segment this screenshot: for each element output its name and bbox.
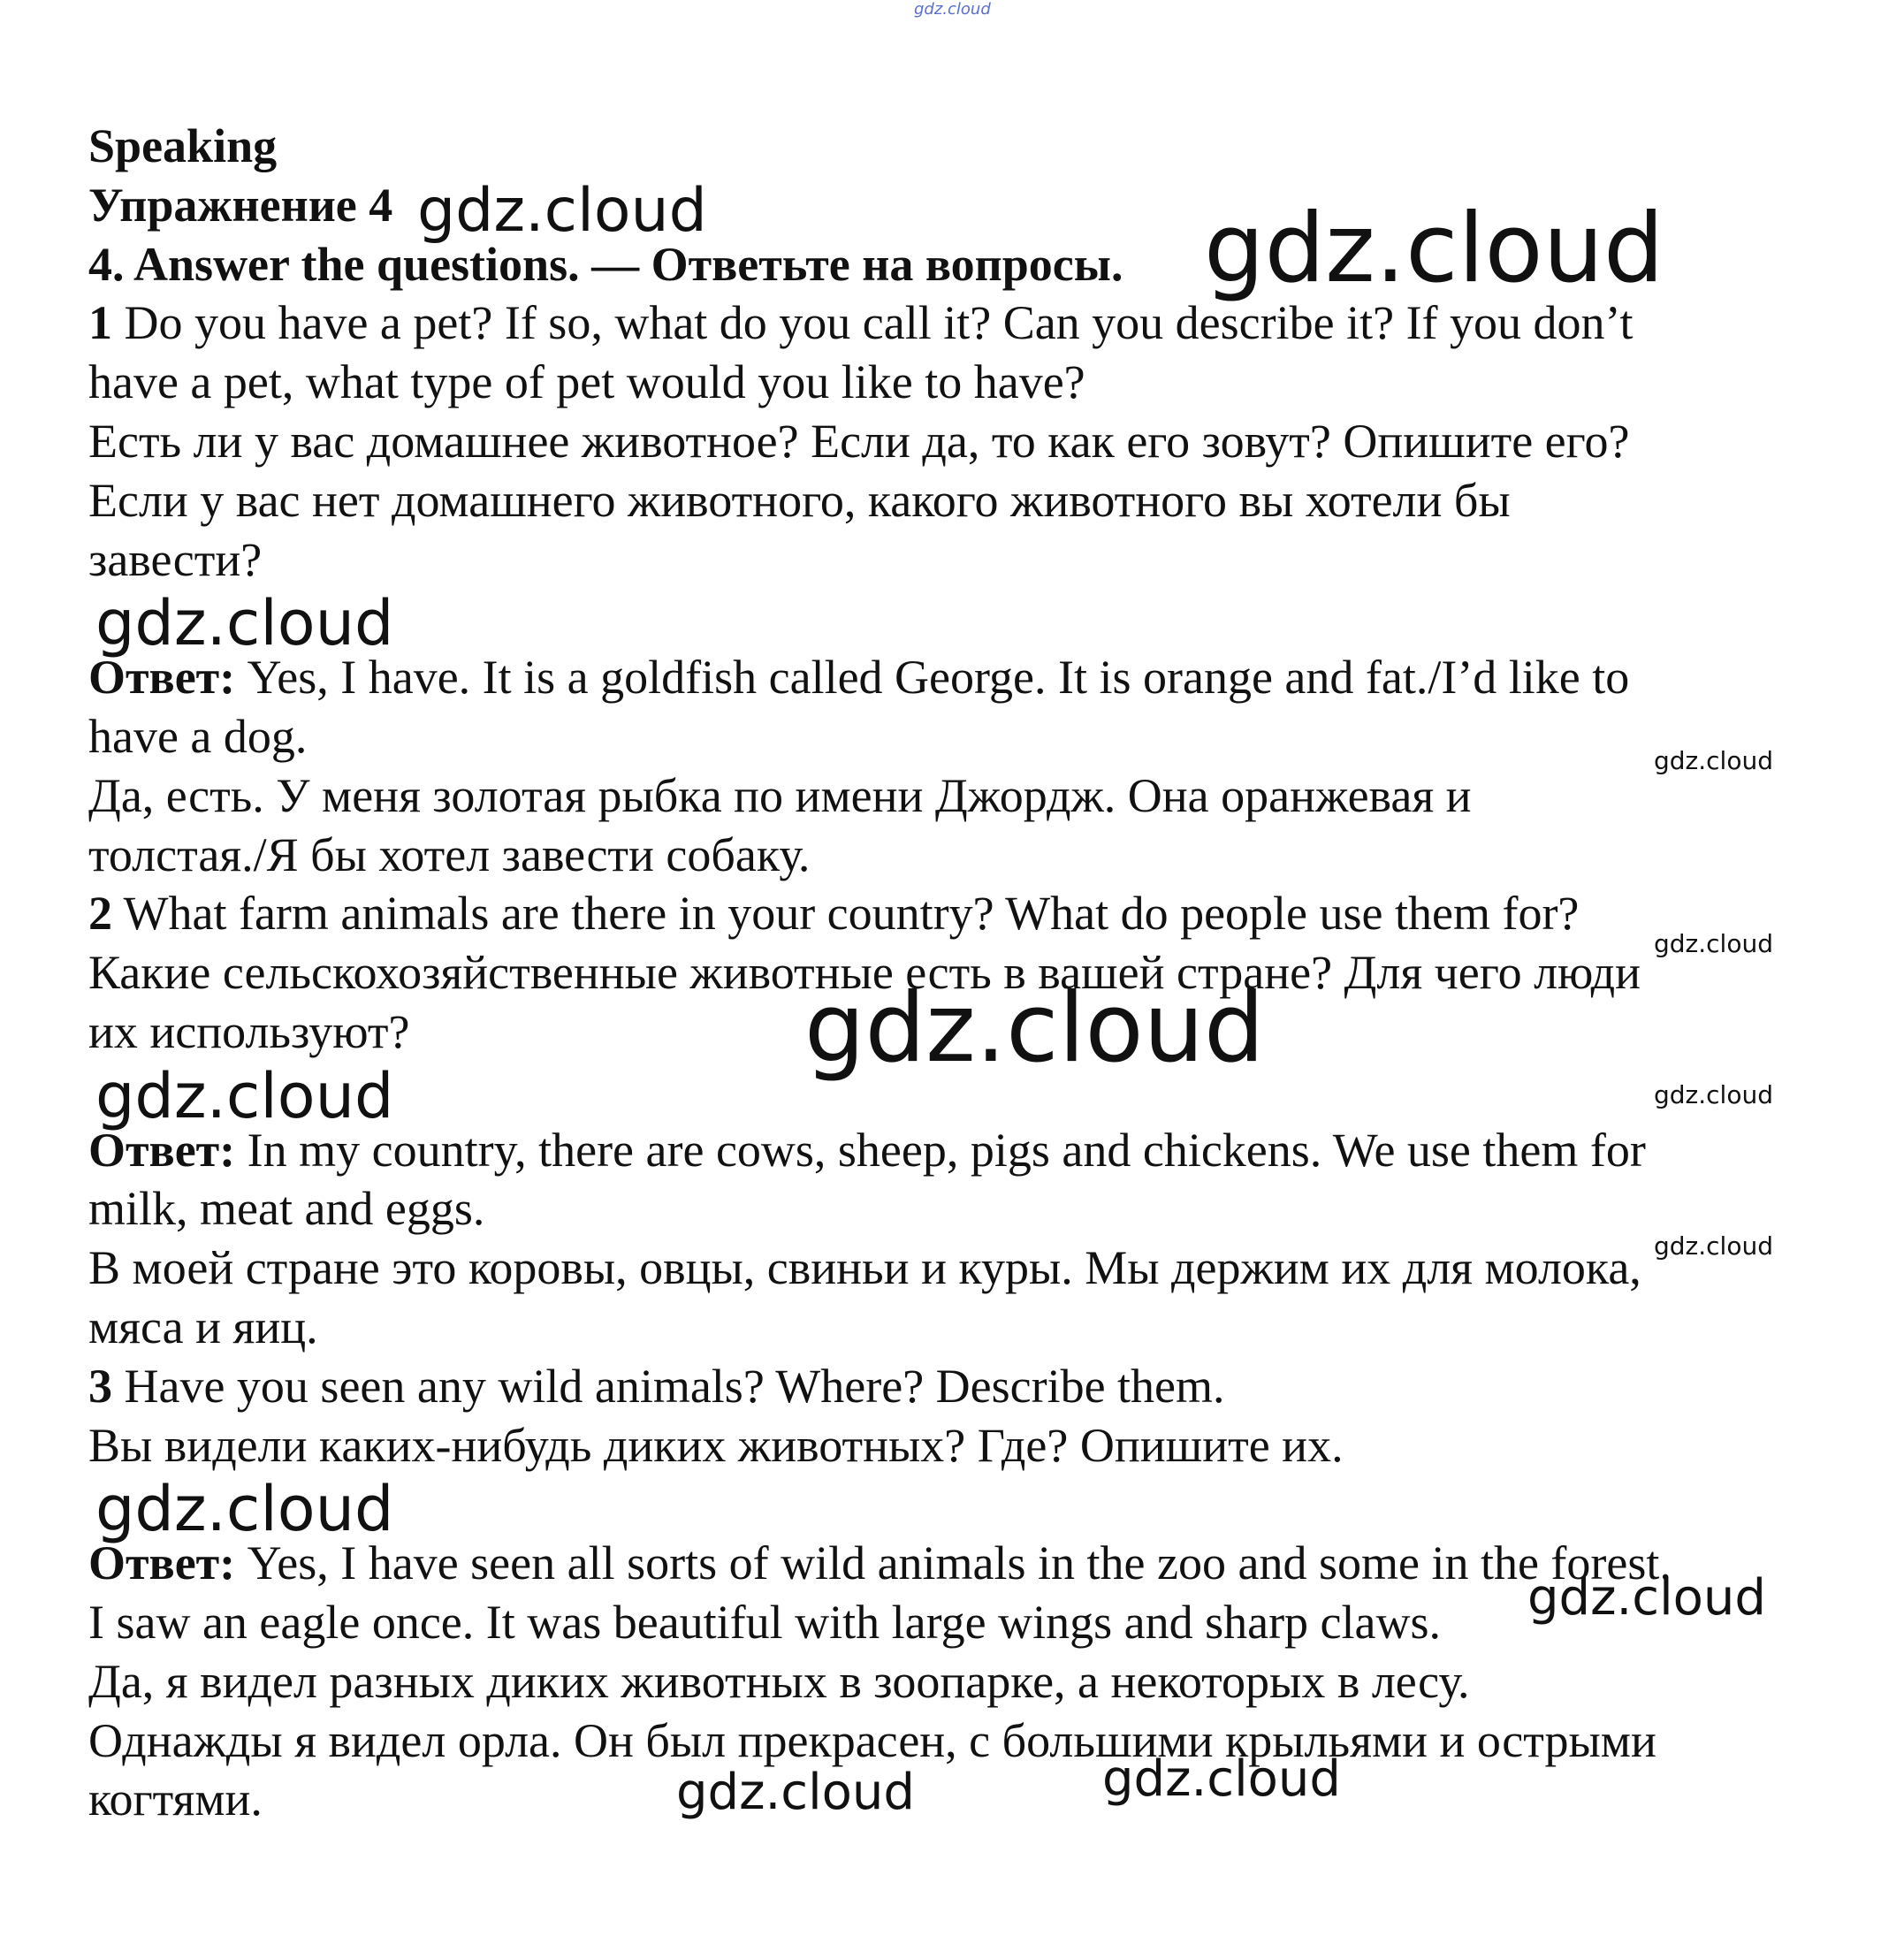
- answer-label: Ответ:: [88, 651, 236, 705]
- answer-1: have a dog.: [88, 709, 308, 763]
- question-number: 3: [88, 1359, 112, 1413]
- header-watermark: gdz.cloud: [914, 0, 991, 19]
- answer-3: I saw an eagle once. It was beautiful with large wings and sharp claws.: [88, 1595, 1442, 1649]
- answer-2-translation: мяса и яиц.: [88, 1300, 318, 1353]
- exercise-heading: Упражнение 4: [88, 178, 393, 232]
- question-1-line: have a pet, what type of pet would you like to have?: [88, 355, 1085, 409]
- answer-2-translation: В моей стране это коровы, овцы, свиньи и куры. Мы держим их для молока,: [88, 1241, 1641, 1295]
- question-3-translation: Вы видели каких-нибудь диких животных? Где? Опишите их.: [88, 1418, 1344, 1472]
- answer-label: Ответ:: [88, 1123, 236, 1177]
- section-title: Speaking: [88, 119, 278, 172]
- question-1-translation: завести?: [88, 532, 263, 586]
- question-text: Do you have a pet? If so, what do you call it? Can you describe it? If you don’t: [124, 296, 1634, 350]
- instruction: 4. Answer the questions. — Ответьте на вопросы.: [88, 237, 1123, 291]
- watermark: gdz.cloud: [676, 1764, 915, 1821]
- answer-1-translation: Да, есть. У меня золотая рыбка по имени Джордж. Она оранжевая и: [88, 768, 1472, 822]
- watermark: gdz.cloud: [95, 1473, 394, 1545]
- watermark: gdz.cloud: [804, 973, 1265, 1084]
- answer-text: Yes, I have seen all sorts of wild animals in the zoo and some in the forest.: [235, 1536, 1672, 1590]
- question-1-translation: Если у вас нет домашнего животного, какого животного вы хотели бы: [88, 473, 1511, 527]
- watermark: gdz.cloud: [1654, 1231, 1773, 1261]
- answer-label: Ответ:: [88, 1536, 236, 1590]
- watermark: gdz.cloud: [1654, 1080, 1773, 1109]
- watermark: gdz.cloud: [1204, 194, 1664, 304]
- question-text: What farm animals are there in your country? What do people use them for?: [112, 887, 1580, 941]
- question-2-line: [88, 884, 1892, 943]
- answer-2: milk, meat and eggs.: [88, 1182, 485, 1236]
- watermark: gdz.cloud: [95, 1060, 394, 1132]
- watermark: gdz.cloud: [1102, 1750, 1341, 1808]
- question-number: 1: [88, 296, 112, 350]
- question-2-translation: Какие сельскохозяйственные животные есть в вашей стране? Для чего люди: [88, 946, 1641, 1000]
- watermark: gdz.cloud: [95, 587, 394, 659]
- watermark: gdz.cloud: [1654, 929, 1773, 958]
- watermark: gdz.cloud: [417, 176, 707, 246]
- question-1-translation: Есть ли у вас домашнее животное? Если да, то как его зовут? Опишите его?: [88, 414, 1630, 468]
- answer-text: In my country, there are cows, sheep, pigs and chickens. We use them for: [235, 1123, 1646, 1177]
- answer-1-translation: толстая./Я бы хотел завести собаку.: [88, 827, 811, 881]
- question-number: 2: [88, 887, 112, 941]
- question-3-line: [88, 1357, 1892, 1416]
- answer-3-translation: Да, я видел разных диких животных в зоопарке, а некоторых в лесу.: [88, 1654, 1470, 1708]
- answer-text: Yes, I have. It is a goldfish called George. It is orange and fat./I’d like to: [235, 651, 1630, 705]
- question-text: Have you seen any wild animals? Where? Describe them.: [112, 1359, 1225, 1413]
- answer-3-translation: Однажды я видел орла. Он был прекрасен, с большими крыльями и острыми: [88, 1713, 1656, 1767]
- watermark: gdz.cloud: [1527, 1569, 1766, 1627]
- watermark: gdz.cloud: [1654, 746, 1773, 775]
- answer-3-translation: когтями.: [88, 1772, 263, 1826]
- question-2-translation: их используют?: [88, 1004, 410, 1058]
